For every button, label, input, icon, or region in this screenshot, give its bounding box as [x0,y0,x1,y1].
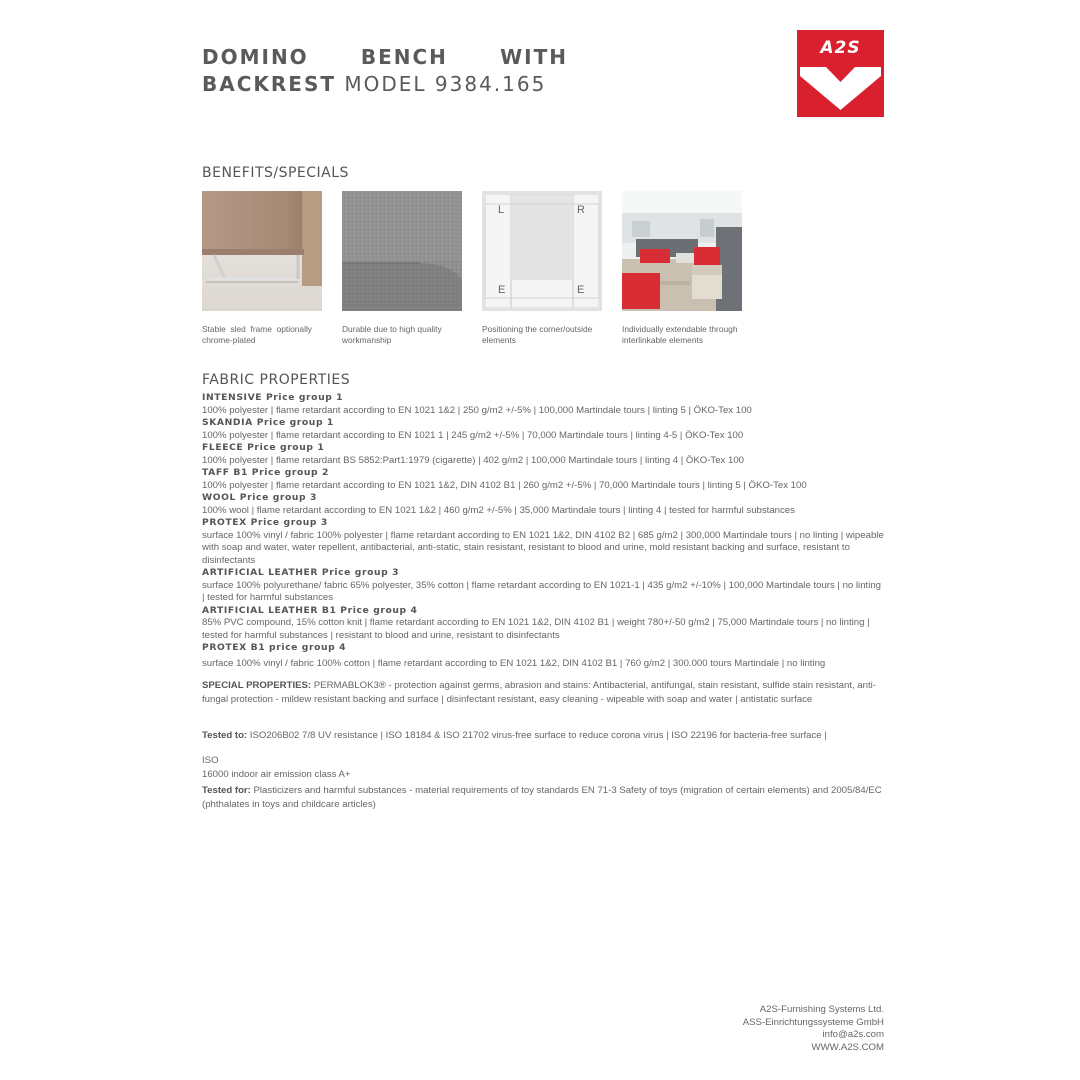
fabric-desc: 100% polyester | flame retardant according to EN 1021 1&2, DIN 4102 B1 | 260 g/m2 +/-5% | 70,000 Martindale tours | linting 5 | ÖKO-Tex 100 [202,479,807,491]
tested-to-cont [202,754,886,781]
diagram-label: L [498,204,505,216]
fabric-item [202,567,886,605]
company-name: A2S-Furnishing Systems Ltd. [759,1004,884,1015]
tested-to-line: 16000 indoor air emission class A+ [202,768,351,780]
company-name: ASS-Einrichtungssysteme GmbH [742,1016,884,1028]
fabric-desc: 100% polyester | flame retardant according to EN 1021 1 | 245 g/m2 +/-5% | 70,000 Martindale tours | linting 4-5 | ÖKO-Tex 100 [202,429,744,441]
fabric-heading: FABRIC PROPERTIES [202,372,351,388]
fabric-name: WOOL Price group 3 [202,492,318,503]
title-word: BENCH [360,45,448,69]
footer-contact [743,1004,884,1054]
benefit-caption: Individually extendable through interlinkable elements [622,324,738,345]
fabric-item [202,467,886,492]
fabric-item [202,517,886,567]
a2s-logo [797,30,884,117]
model-number: MODEL 9384.165 [344,72,547,96]
tested-for-label: Tested for: [202,785,251,796]
logo-text: A2S [820,38,861,58]
product-title [202,44,582,98]
tested-to-label: Tested to: [202,730,248,741]
fabric-desc: surface 100% vinyl / fabric 100% cotton | flame retardant according to EN 1021 1&2, DIN 4102 B1 | 760 g/m2 | 300.000 tours Martindale | no linting [202,657,826,669]
fabric-item [202,442,886,467]
fabric-name: PROTEX Price group 3 [202,517,328,528]
fabric-name: PROTEX B1 price group 4 [202,642,347,653]
benefit-caption: Positioning the corner/outside elements [482,324,593,345]
office-lounge-photo [622,191,742,311]
fabric-name: INTENSIVE Price group 1 [202,392,344,403]
tested-to [202,729,886,743]
fabric-name: ARTIFICIAL LEATHER Price group 3 [202,567,400,578]
diagram-label: E [577,284,585,296]
fabric-desc: 100% wool | flame retardant according to EN 1021 1&2 | 460 g/m2 +/-5% | 35,000 Martindale tours | linting 4 | tested for harmful substances [202,504,795,516]
tested-for [202,784,886,811]
diagram-label: R [577,204,585,216]
sled-frame-photo [202,191,322,311]
title-word: BACKREST [202,72,337,96]
fabric-item [202,605,886,643]
fabric-name: FLEECE Price group 1 [202,442,325,453]
corner-elements-diagram [482,191,602,311]
diagram-label: E [498,284,506,296]
benefit-caption: Durable due to high quality workmanship [342,324,442,345]
tested-to-text: ISO206B02 7/8 UV resistance | ISO 18184 & ISO 21702 virus-free surface to reduce corona virus | ISO 22196 for bacteria-free surface | [247,730,827,741]
benefits-heading: BENEFITS/SPECIALS [202,165,349,181]
special-label: SPECIAL PROPERTIES: [202,680,312,691]
fabric-desc: surface 100% polyurethane/ fabric 65% polyester, 35% cotton | flame retardant according to EN 1021-1 | 435 g/m2 +/-10% | 100,000 Martindale tours | no linting | tested for harmful substances [202,579,881,603]
fabric-desc: 100% polyester | flame retardant BS 5852:Part1:1979 (cigarette) | 402 g/m2 | 100,000 Martindale tours | linting 4 | ÖKO-Tex 100 [202,454,745,466]
fabric-desc: surface 100% vinyl / fabric 100% polyester | flame retardant according to EN 1021 1&2, DIN 4102 B2 | 685 g/m2 | 300,000 Martindale tours | no linting | wipeable with soap and water, water repellent, antibacterial, anti-static, stain resistant, resistant to blood and urine, mold resistant backing and surface, resistant to disinfectants [202,529,884,566]
fabric-item [202,392,886,417]
fabric-item [202,492,886,517]
email-link[interactable]: info@a2s.com [822,1029,884,1040]
fabric-desc: 85% PVC compound, 15% cotton knit | flame retardant according to EN 1021 1&2, DIN 4102 B1 | weight 780+/-50 g/m2 | 75,000 Martindale tours | no linting | tested for harmful substances | resistant to blood and urine, resistant to disinfectants [202,617,870,641]
website-link[interactable]: WWW.A2S.COM [811,1041,884,1053]
title-word: DOMINO [202,45,309,69]
fabric-list [202,392,886,670]
tested-to-line: ISO [202,755,219,766]
fabric-item [202,417,886,442]
fabric-closeup-photo [342,191,462,311]
fabric-name: SKANDIA Price group 1 [202,417,334,428]
fabric-desc: 100% polyester | flame retardant according to EN 1021 1&2 | 250 g/m2 +/-5% | 100,000 Martindale tours | linting 5 | ÖKO-Tex 100 [202,404,752,416]
title-word: WITH [500,45,568,69]
special-text: PERMABLOK3® - protection against germs, abrasion and stains: Antibacterial, antifungal, stain resistant, sulfide stain resistant, anti-fungal protection - mildew resistant backing and surface | disinfectant resistant, easy cleaning - wipeable with soap and water | antistatic surface [202,680,876,705]
fabric-name: TAFF B1 Price group 2 [202,467,330,478]
fabric-item [202,642,886,670]
tested-for-text: Plasticizers and harmful substances - material requirements of toy standards EN 71-3 Safety of toys (migration of certain elements) and 2005/84/EC (phthalates in toys and childcare articles) [202,785,882,810]
a2s-logo-chevron-icon [797,30,884,117]
fabric-name: ARTIFICIAL LEATHER B1 Price group 4 [202,604,418,616]
benefit-caption: Stable sled frame optionally chrome-plated [202,324,312,345]
special-properties [202,679,886,706]
